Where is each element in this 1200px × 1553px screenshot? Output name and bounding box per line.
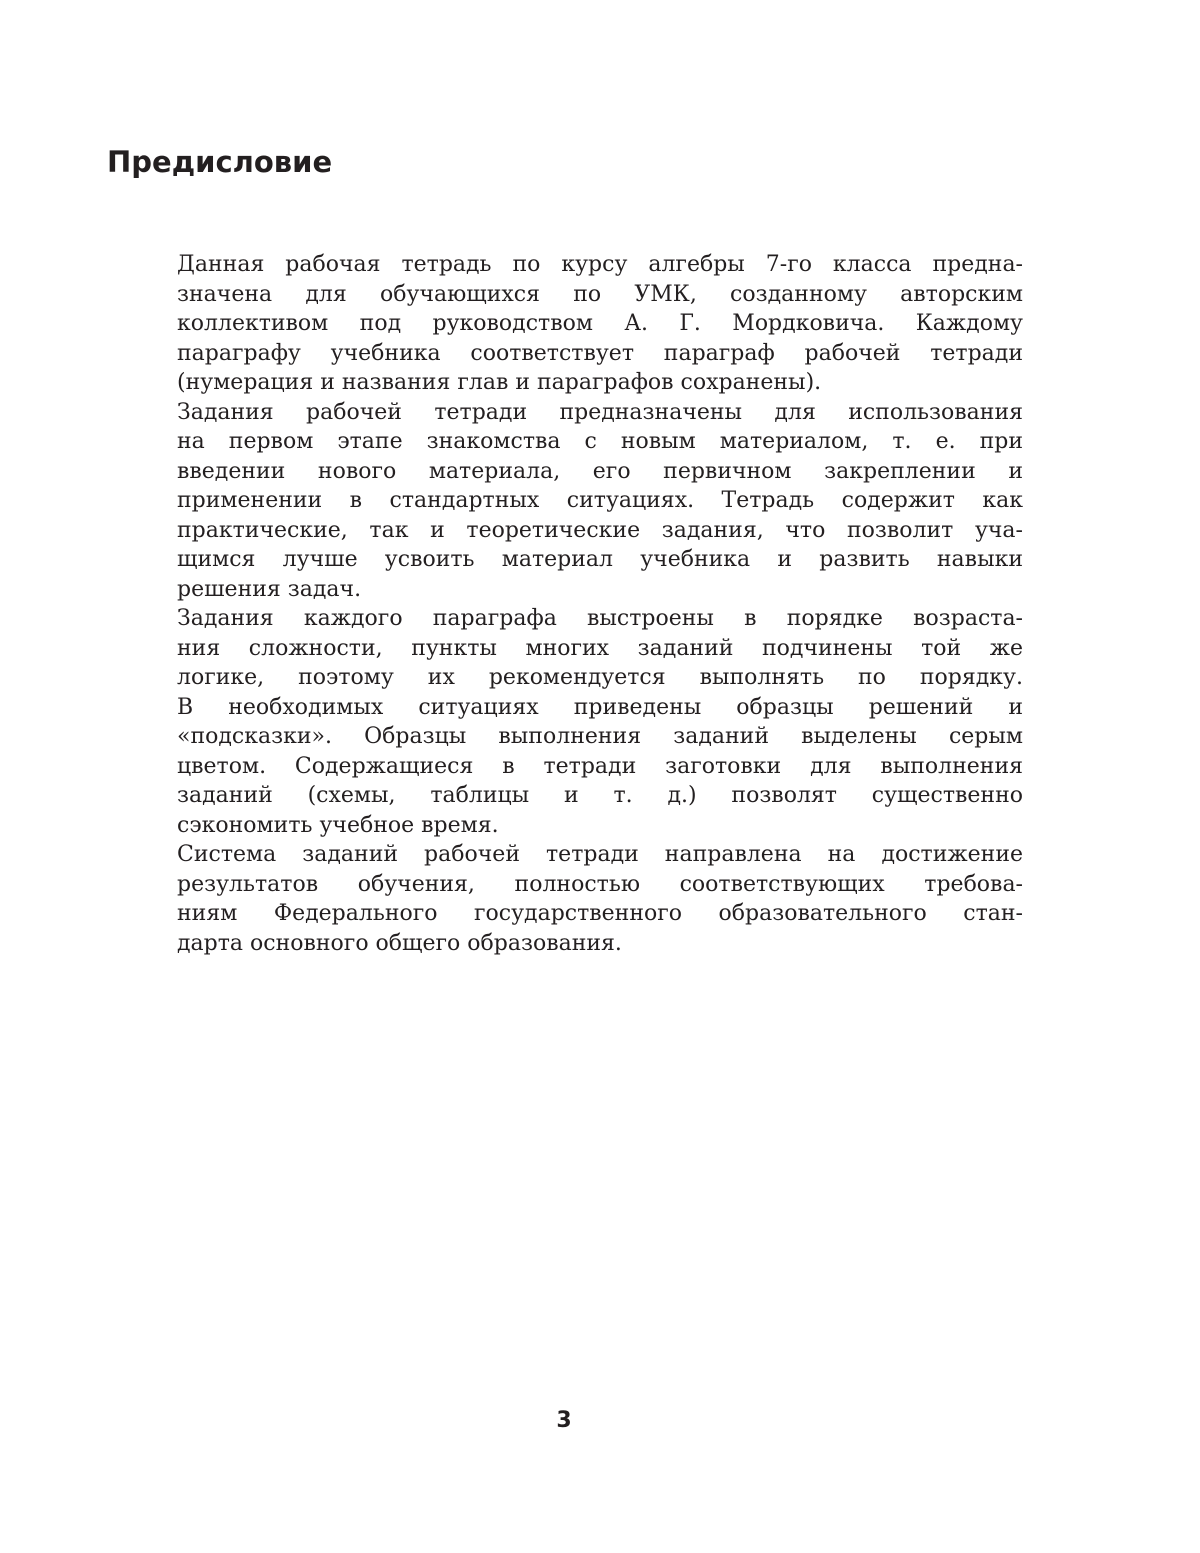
- paragraph-2: [177, 398, 1023, 605]
- text-line: на первом этапе знакомства с новым материалом, т. е. при: [177, 429, 1023, 454]
- text-line: Система заданий рабочей тетради направлена на достижение: [177, 842, 1023, 867]
- text-line: коллективом под руководством А. Г. Мордковича. Каждому: [177, 311, 1023, 336]
- page-title: Предисловие: [107, 145, 333, 179]
- text-line: ниям Федерального государственного образовательного стан-: [177, 901, 1023, 926]
- text-line: сэкономить учебное время.: [177, 812, 499, 838]
- text-line: практические, так и теоретические задания, что позволит уча-: [177, 517, 1023, 543]
- text-line: щимся лучше усвоить материал учебника и развить навыки: [177, 547, 1023, 572]
- text-line: цветом. Содержащиеся в тетради заготовки для выполнения: [177, 753, 1023, 779]
- text-line: результатов обучения, полностью соответствующих требова-: [177, 871, 1023, 897]
- text-line: применении в стандартных ситуациях. Тетрадь содержит как: [177, 488, 1023, 513]
- text-line: параграфу учебника соответствует параграф рабочей тетради: [177, 340, 1023, 366]
- text-line: логике, поэтому их рекомендуется выполнять по порядку.: [177, 665, 1023, 690]
- text-line: значена для обучающихся по УМК, созданному авторским: [177, 281, 1023, 307]
- text-line: В необходимых ситуациях приведены образцы решений и: [177, 694, 1023, 720]
- paragraph-1: [177, 250, 1023, 398]
- text-line: Задания каждого параграфа выстроены в порядке возраста-: [177, 606, 1023, 631]
- preface-body: [177, 250, 1023, 958]
- text-line: введении нового материала, его первичном закреплении и: [177, 458, 1023, 484]
- text-line: (нумерация и названия глав и параграфов сохранены).: [177, 370, 822, 395]
- text-line: дарта основного общего образования.: [177, 930, 622, 956]
- text-line: «подсказки». Образцы выполнения заданий выделены серым: [177, 724, 1023, 749]
- page-number: 3: [556, 1408, 572, 1433]
- paragraph-4: [177, 840, 1023, 958]
- text-line: решения задач.: [177, 576, 362, 602]
- text-line: заданий (схемы, таблицы и т. д.) позволят существенно: [177, 783, 1023, 808]
- text-line: ния сложности, пункты многих заданий подчинены той же: [177, 635, 1023, 661]
- text-line: Задания рабочей тетради предназначены для использования: [177, 399, 1023, 425]
- text-line: Данная рабочая тетрадь по курсу алгебры 7-го класса предна-: [177, 252, 1023, 277]
- paragraph-3: [177, 604, 1023, 840]
